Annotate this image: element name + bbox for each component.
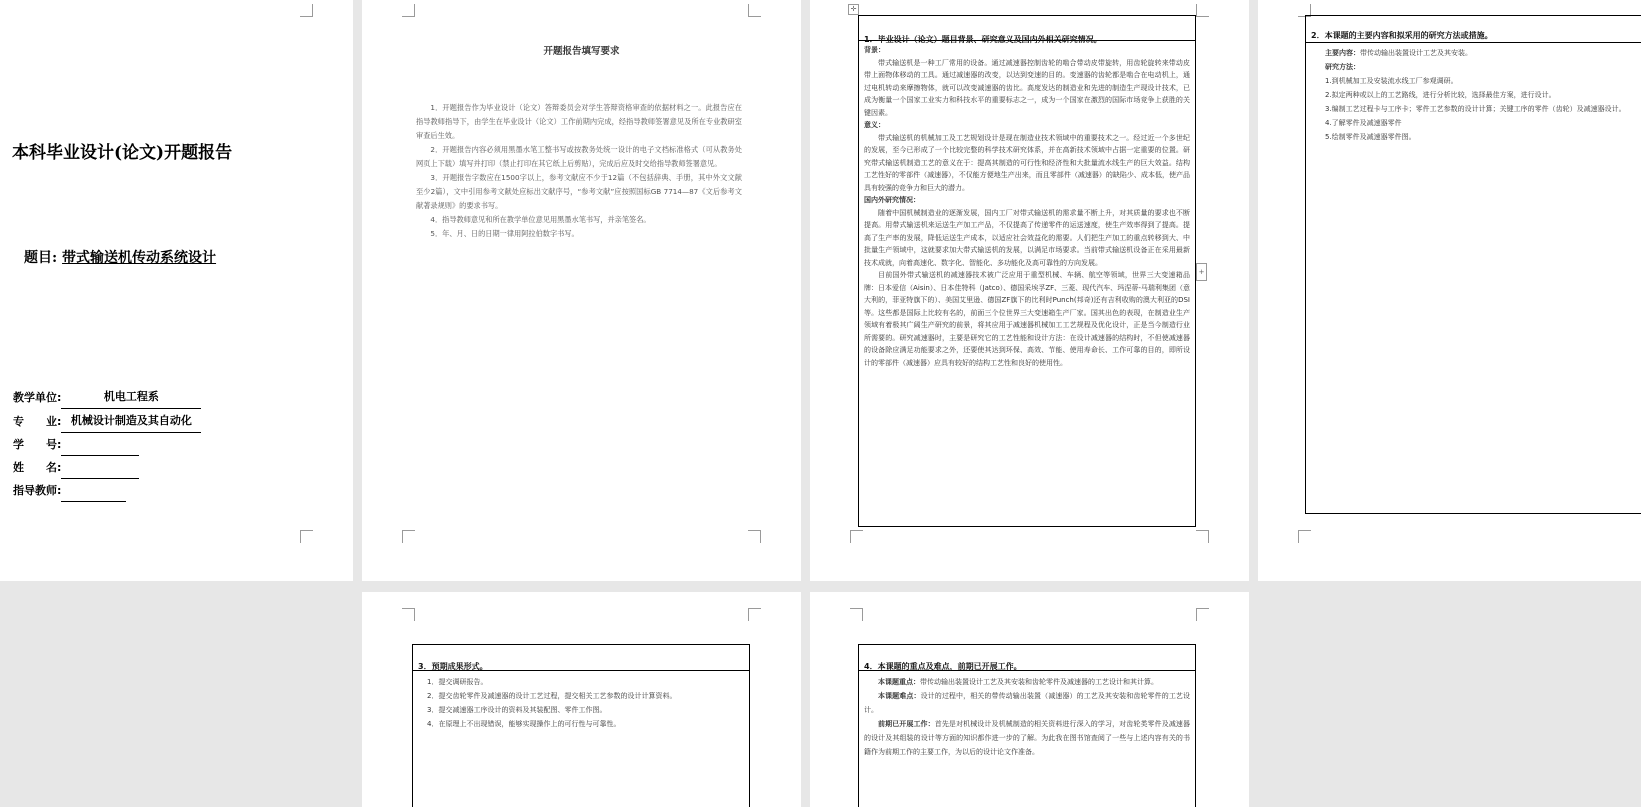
section3-page[interactable]	[362, 592, 801, 807]
corner-mark	[748, 608, 761, 621]
corner-mark	[402, 530, 415, 543]
research-status-label: 国内外研究情况：	[864, 196, 920, 204]
significance-text: 带式输送机的机械加工及工艺规划设计是现在制造业技术领域中的重要技术之一。经过近一个多世纪的发展，至今已形成了一个比较完整的科学技术研究体系，并在高新技术领域中占据一定重要的位置。研究带式输送机制造工艺的意义在于：提高其制造的可行性和经济性和大批量流水线生产的巨大效益。结构工艺性好的零部件（减速器），不仅能方便地生产出来，而且零部件（减速器）的缺陷少、成本低，使产品具有较强的竞争力和巨大的潜力。	[864, 133, 1190, 192]
cover-topic	[24, 247, 216, 267]
significance-label: 意义：	[864, 121, 885, 129]
background-text: 带式输送机是一种工厂常用的设备。通过减速器控制齿轮的啮合带动皮带旋转，用齿轮旋转来带动皮带上面物体移动的工具。通过减速器的改变，以达到变速的目的。变速器的齿轮都是啮合在电动机上，通过电机转动来摩擦物体，就可以改变减速器的齿比。高度发达的制造业和先进的制造生产现设计技术，已成为衡量一个国家工业实力和科技水平的重要标志之一，成为一个国家在激烈的国际市场竞争上获胜的关键因素。	[864, 58, 1190, 117]
field-value[interactable]	[61, 441, 139, 456]
section3-body	[413, 671, 749, 731]
research-status-text: 目前国外带式输送机的减速器技术被广泛应用于重型机械、车辆、航空等领域，世界三大变速箱品牌：日本爱信（Aisin）、日本佳特科（Jatco）、德国采埃孚ZF、三菱、现代汽车、玛涅蒂-马瑞利集团（意大利的，菲亚特旗下的）、美国艾里逊、德国ZF旗下的比利时Punch(邦奇)还有吉利收购的澳大利亚的DSI等。这些都是国际上比较有名的，前面三个位世界三大变速箱生产厂家。国其出色的表现，在制造业生产领域有着极其广阔生产研究的前景，将其应用于减速器机械加工工艺规程及优化设计，正是当今制造行业所需要的。研究减速器时，主要是研究它的工艺性能和设计方法：在设计减速器的结构时，不但使减速器的设备除应满足功能要求之外，还要使其达到环保、高效、节能、使用寿命长、工作可靠的目的，即所设计的零部件（减速器）应具有较好的结构工艺性和良好的使用性。	[864, 271, 1190, 367]
topic-value: 带式输送机传动系统设计	[62, 250, 217, 266]
section2-page[interactable]	[1258, 0, 1641, 581]
section2-table	[1305, 15, 1641, 514]
field-id	[13, 433, 201, 456]
field-unit	[13, 385, 201, 409]
corner-mark	[1196, 530, 1209, 543]
section1-heading: 1．毕业设计（论文）题目背景、研究意义及国内外相关研究情况。	[859, 16, 1195, 41]
section1-table	[858, 15, 1196, 527]
research-status-text: 随着中国机械制造业的逐渐发展，国内工厂对带式输送机的需求量不断上升，对其质量的要求也不断提高。用带式输送机来运送生产加工产品，不仅提高了传递零件的运送速度，使生产效率得到了提高。提高了生产率的发展，降低运送生产成本，以适应社会效益化的需要。人们把生产加工的重点转移到大、中批量生产领域中，这就要求加大带式输送机的发展，以满足市场要求。当前带式输送机设备正在采用最新技术成就，向着高速化、数字化、智能化、多功能化及高可靠性的方向发展。	[864, 208, 1190, 267]
section2-body	[1306, 43, 1641, 144]
requirement-item: 5．年、月、日的日期一律用阿拉伯数字书写。	[430, 229, 579, 238]
section4-page[interactable]	[810, 592, 1249, 807]
corner-mark	[1196, 608, 1209, 621]
corner-mark	[300, 4, 313, 17]
corner-mark	[300, 530, 313, 543]
field-value[interactable]: 机械设计制造及其自动化	[61, 409, 201, 433]
method-item: 1.到机械加工及安装流水线工厂参观调研。	[1325, 77, 1458, 85]
method-label: 研究方法：	[1325, 63, 1360, 71]
topic-label: 题目:	[24, 250, 63, 266]
corner-mark	[402, 4, 415, 17]
corner-mark	[850, 608, 863, 621]
previous-work: 前期已开展工作：首先是对机械设计及机械制造的相关资料进行深入的学习，对齿轮类零件及减速器的设计及其组装的设计等方面的知识都作进一步的了解。为此我在图书馆查阅了一些与上述内容有关的书籍作为前期工作的主要工作，为以后的设计论文作准备。	[864, 720, 1191, 756]
requirements-title: 开题报告填写要求	[543, 46, 620, 57]
corner-mark	[748, 4, 761, 17]
section3-table	[412, 644, 750, 807]
main-content: 主要内容：带传动输出装置设计工艺及其安装。	[1325, 49, 1472, 57]
requirement-item: 4．指导教师意见和所在教学单位意见用黑墨水笔书写，并亲笔签名。	[430, 215, 651, 224]
corner-mark	[402, 608, 415, 621]
outcome-item: 3．提交减速器工序设计的资料及其装配图、零件工作图。	[427, 706, 607, 714]
section4-table	[858, 644, 1196, 807]
resize-handle-icon[interactable]: +	[1196, 263, 1207, 281]
method-item: 2.拟定两种或以上的工艺路线，进行分析比较，选择最佳方案，进行设计。	[1325, 91, 1556, 99]
field-name	[13, 456, 201, 479]
section4-body	[859, 671, 1195, 759]
background-label: 背景：	[864, 46, 885, 54]
corner-mark	[850, 530, 863, 543]
move-handle-icon[interactable]: ✛	[848, 4, 859, 15]
requirement-item: 1．开题报告作为毕业设计（论文）答辩委员会对学生答辩资格审查的依据材料之一。此报告应在指导教师指导下，由学生在毕业设计（论文）工作前期内完成，经指导教师签署意见及所在专业教研室审查后生效。	[416, 103, 742, 140]
corner-mark	[1196, 4, 1209, 17]
corner-mark	[748, 530, 761, 543]
requirement-item: 2．开题报告内容必须用黑墨水笔工整书写或按教务处统一设计的电子文档标准格式（可从教务处网页上下载）填写并打印（禁止打印在其它纸上后剪贴），完成后应及时交给指导教师签署意见。	[416, 145, 742, 168]
section3-heading: 3．预期成果形式。	[413, 645, 749, 671]
field-label: 专 业:	[13, 415, 62, 428]
outcome-item: 2．提交齿轮零件及减速器的设计工艺过程，提交相关工艺参数的设计计算资料。	[427, 692, 677, 700]
method-item: 5.绘制零件及减速器零件图。	[1325, 133, 1416, 141]
cover-fields	[13, 385, 201, 502]
requirement-item: 3．开题报告字数应在1500字以上，参考文献应不少于12篇（不包括辞典、手册，其中外文文献至少2篇），文中引用参考文献处应标出文献序号，“参考文献”应按照国标GB 7714—87《文后参考文献著录规则》的要求书写。	[416, 173, 742, 210]
field-label: 教学单位:	[13, 391, 62, 404]
field-value[interactable]	[61, 464, 139, 479]
field-major	[13, 409, 201, 433]
field-advisor	[13, 479, 201, 502]
field-value[interactable]	[61, 487, 126, 502]
requirements-page[interactable]	[362, 0, 801, 581]
requirements-list	[416, 101, 742, 241]
field-value[interactable]: 机电工程系	[61, 385, 201, 409]
field-label: 姓 名:	[13, 461, 62, 474]
outcome-item: 1．提交调研报告。	[427, 678, 488, 686]
field-label: 指导教师:	[13, 484, 62, 497]
section2-heading: 2．本课题的主要内容和拟采用的研究方法或措施。	[1306, 16, 1641, 43]
difficulty-point: 本课题难点：设计的过程中，相关的带传动输出装置（减速器）的工艺及其安装和齿轮零件的工艺设计。	[864, 692, 1191, 714]
section4-heading: 4．本课题的重点及难点，前期已开展工作。	[859, 645, 1195, 671]
cover-page[interactable]	[0, 0, 353, 581]
cover-title: 本科毕业设计(论文)开题报告	[12, 143, 233, 163]
focus-point: 本课题重点：带传动输出装置设计工艺及其安装和齿轮零件及减速器的工艺设计和其计算。	[878, 678, 1158, 686]
method-item: 3.编制工艺过程卡与工序卡；零件工艺参数的设计计算；关键工序的零件（齿轮）及减速器设计。	[1325, 105, 1626, 113]
outcome-item: 4．在原理上不出现错误，能够实现操作上的可行性与可靠性。	[427, 720, 621, 728]
section1-page[interactable]	[810, 0, 1249, 581]
method-item: 4.了解零件及减速器零件	[1325, 119, 1402, 127]
section1-body	[859, 41, 1195, 369]
field-label: 学 号:	[13, 438, 62, 451]
corner-mark	[1298, 530, 1311, 543]
